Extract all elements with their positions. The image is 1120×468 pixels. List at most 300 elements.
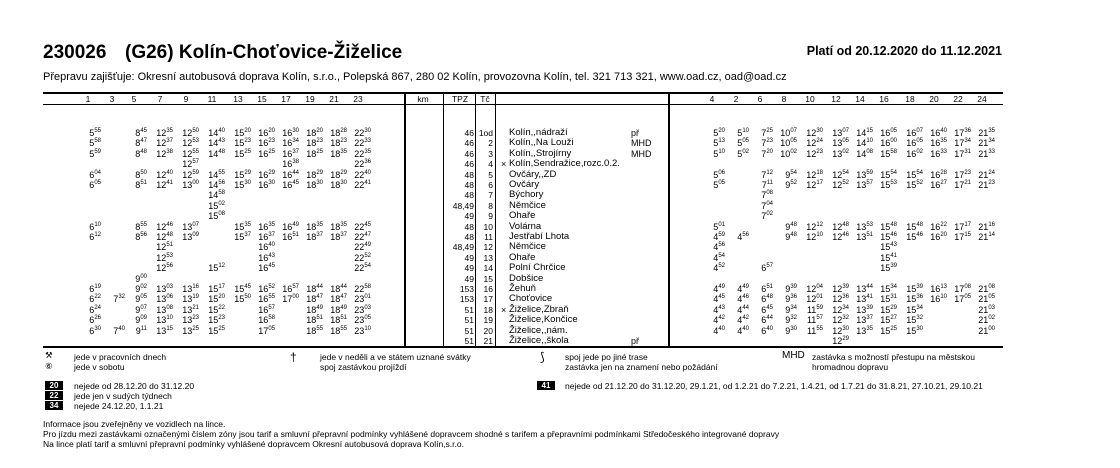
departure-time: $14^{08}$ — [856, 148, 873, 159]
departure-time: $17^{31}$ — [954, 148, 971, 159]
legend-mhd-label: MHD — [782, 350, 805, 361]
departure-time: $18^{35}$ — [330, 148, 347, 159]
departure-time: $16^{23}$ — [258, 138, 275, 149]
departure-time: $21^{02}$ — [978, 315, 995, 326]
tpz-zone: 48,49 — [452, 242, 474, 253]
departure-time: $18^{44}$ — [306, 284, 323, 294]
stop-name-text: Žehuň — [509, 283, 536, 294]
stop-number: 20 — [483, 325, 493, 336]
stop-name-text: Polní Chrčice — [509, 262, 566, 274]
departure-time: $16^{58}$ — [258, 315, 275, 326]
departure-time: $16^{52}$ — [258, 284, 275, 294]
departure-time: $15^{23}$ — [208, 315, 225, 326]
departure-time: $15^{25}$ — [880, 325, 897, 336]
stop-name-text: Kolín,,Strojírny — [509, 147, 572, 159]
departure-time: $21^{08}$ — [978, 284, 995, 294]
departure-time: $23^{03}$ — [354, 304, 371, 315]
departure-time: $15^{34}$ — [906, 304, 923, 315]
departure-time: $12^{39}$ — [832, 284, 849, 294]
departure-time: $13^{21}$ — [182, 304, 199, 315]
departure-time: $13^{06}$ — [156, 294, 173, 305]
departure-time: $15^{48}$ — [880, 221, 897, 232]
stop-number: 3 — [488, 148, 493, 159]
departure-time: $21^{35}$ — [978, 128, 995, 138]
tpz-zone: 48 — [464, 190, 474, 201]
departure-time: $15^{20}$ — [208, 294, 225, 305]
departure-time: $18^{25}$ — [306, 148, 323, 159]
departure-time: $15^{41}$ — [880, 252, 897, 263]
departure-time: $4^{45}$ — [713, 294, 725, 305]
departure-time: $16^{37}$ — [258, 232, 275, 242]
departure-time: $16^{57}$ — [282, 284, 299, 294]
departure-time: $5^{58}$ — [89, 138, 101, 149]
tpz-zone: 51 — [464, 325, 474, 336]
departure-time: $10^{02}$ — [780, 148, 797, 159]
departure-time: $13^{03}$ — [156, 284, 173, 294]
departure-time: $22^{47}$ — [354, 232, 371, 242]
departure-time: $16^{35}$ — [930, 138, 947, 149]
departure-time: $18^{49}$ — [306, 304, 323, 315]
departure-time: $16^{51}$ — [282, 232, 299, 242]
departure-time: $22^{45}$ — [354, 221, 371, 232]
departure-time: $17^{08}$ — [954, 284, 971, 294]
departure-time: $13^{59}$ — [856, 169, 873, 180]
departure-time: $14^{40}$ — [208, 128, 225, 138]
departure-time: $21^{34}$ — [978, 138, 995, 149]
departure-time: $16^{40}$ — [258, 242, 275, 253]
departure-time: $18^{28}$ — [330, 128, 347, 138]
departure-time: $13^{41}$ — [856, 294, 873, 305]
departure-time: $11^{57}$ — [806, 315, 823, 326]
departure-time: $15^{50}$ — [234, 294, 251, 305]
departure-time: $18^{20}$ — [306, 128, 323, 138]
stop-mark: MHD — [631, 148, 652, 159]
tpz-zone: 51 — [464, 304, 474, 315]
departure-time: $16^{22}$ — [930, 221, 947, 232]
stop-name-text: Žiželice,,nám. — [509, 324, 568, 336]
departure-time: $15^{48}$ — [906, 221, 923, 232]
departure-time: $9^{36}$ — [785, 294, 797, 305]
column-number: 16 — [879, 94, 889, 104]
departure-time: $5^{01}$ — [713, 221, 725, 232]
departure-time: $6^{10}$ — [89, 221, 101, 232]
stop-number: 4 — [488, 159, 493, 170]
column-number: 3 — [109, 94, 115, 104]
departure-time: $15^{58}$ — [880, 148, 897, 159]
departure-time: $13^{00}$ — [182, 180, 199, 190]
code-22-badge: 22 — [45, 391, 63, 400]
departure-time: $12^{12}$ — [806, 221, 823, 232]
departure-time: $12^{37}$ — [156, 138, 173, 149]
departure-time: $15^{17}$ — [208, 284, 225, 294]
stop-name-text: Žiželice,,škola — [509, 335, 569, 346]
departure-time: $9^{32}$ — [785, 315, 797, 326]
tpz-zone: 48 — [464, 232, 474, 242]
stop-mark: př — [631, 128, 640, 138]
departure-time: $11^{59}$ — [806, 304, 823, 315]
info-note-2: Pro jízdu mezi zastávkami označenými číslem zóny jsou tarif a smluvní přepravní podmínky vyhlášené dopravcem shodné s tarifem a přepravními podmínkami Středočeského integrované dopravy — [43, 429, 780, 439]
departure-time: $11^{55}$ — [806, 325, 823, 336]
departure-time: $12^{41}$ — [156, 180, 173, 190]
departure-time: $22^{40}$ — [354, 169, 371, 180]
departure-time: $16^{02}$ — [906, 148, 923, 159]
timetable — [43, 92, 1003, 348]
departure-time: $5^{05}$ — [713, 180, 725, 190]
departure-time: $7^{08}$ — [761, 190, 773, 201]
departure-time: $12^{38}$ — [156, 148, 173, 159]
stop-name-text: Dobšice — [509, 272, 544, 284]
departure-time: $6^{45}$ — [761, 304, 773, 315]
departure-time: $4^{54}$ — [713, 252, 725, 263]
stop-number: 19 — [483, 315, 493, 326]
tc-header: Tč — [480, 94, 490, 104]
departure-time: $13^{02}$ — [832, 148, 849, 159]
departure-time: $4^{42}$ — [713, 315, 725, 326]
tpz-zone: 48 — [464, 221, 474, 232]
departure-time: $6^{30}$ — [89, 325, 101, 336]
departure-time: $7^{40}$ — [113, 325, 125, 336]
departure-time: $15^{25}$ — [234, 148, 251, 159]
departure-time: $12^{32}$ — [832, 315, 849, 326]
departure-time: $16^{07}$ — [906, 128, 923, 138]
tpz-zone: 51 — [464, 336, 474, 346]
departure-time: $12^{56}$ — [156, 263, 173, 274]
departure-time: $17^{36}$ — [954, 128, 971, 138]
column-number: 17 — [281, 94, 291, 104]
departure-time: $13^{39}$ — [856, 304, 873, 315]
legend-sunday: jede v neděli a ve státem uznané svátky — [320, 352, 471, 362]
departure-time: $9^{39}$ — [785, 284, 797, 294]
departure-time: $12^{46}$ — [832, 232, 849, 242]
departure-time: $17^{05}$ — [954, 294, 971, 305]
departure-time: $9^{48}$ — [785, 232, 797, 242]
departure-time: $12^{17}$ — [806, 180, 823, 190]
stop-name-text: Ovčáry — [509, 179, 540, 190]
departure-time: $16^{05}$ — [906, 138, 923, 149]
departure-time: $15^{45}$ — [234, 284, 251, 294]
departure-time: $22^{41}$ — [354, 180, 371, 190]
departure-time: $15^{08}$ — [208, 211, 225, 222]
departure-time: $13^{44}$ — [856, 284, 873, 294]
departure-time: $7^{23}$ — [761, 138, 773, 149]
legend-saturday: jede v sobotu — [74, 362, 125, 372]
departure-time: $12^{35}$ — [156, 128, 173, 138]
column-number: 15 — [257, 94, 267, 104]
departure-time: $22^{33}$ — [354, 138, 371, 149]
departure-time: $12^{59}$ — [182, 169, 199, 180]
stop-name — [509, 336, 669, 346]
departure-time: $4^{42}$ — [737, 315, 749, 326]
departure-time: $17^{17}$ — [954, 221, 971, 232]
departure-time: $7^{20}$ — [761, 148, 773, 159]
legend-other-route-icon: ⟆ — [540, 350, 545, 364]
column-number: 8 — [781, 94, 787, 104]
column-number: 19 — [305, 94, 315, 104]
departure-time: $16^{35}$ — [258, 221, 275, 232]
stop-number: 5 — [488, 169, 493, 180]
stop-number: 21 — [483, 336, 493, 346]
departure-time: $16^{44}$ — [282, 169, 299, 180]
departure-time: $6^{48}$ — [761, 294, 773, 305]
departure-time: $6^{24}$ — [89, 304, 101, 315]
departure-time: $18^{55}$ — [330, 325, 347, 336]
departure-time: $12^{29}$ — [832, 336, 849, 346]
departure-time: $6^{44}$ — [761, 315, 773, 326]
departure-time: $22^{30}$ — [354, 128, 371, 138]
departure-time: $9^{54}$ — [785, 169, 797, 180]
departure-time: $16^{29}$ — [258, 169, 275, 180]
stop-number: 8 — [488, 200, 493, 211]
departure-time: $16^{37}$ — [282, 148, 299, 159]
departure-time: $9^{02}$ — [135, 284, 147, 294]
departure-time: $16^{28}$ — [930, 169, 947, 180]
stop-number: 15 — [483, 273, 493, 284]
tpz-zone: 49 — [464, 273, 474, 284]
departure-time: $22^{35}$ — [354, 148, 371, 159]
legend-mhd: zastávka s možností přestupu na městskou hromadnou dopravu — [812, 352, 975, 372]
column-number: 9 — [183, 94, 189, 104]
departure-time: $18^{51}$ — [306, 315, 323, 326]
stop-number: 7 — [488, 190, 493, 201]
legend-workdays: jede v pracovních dnech — [74, 352, 167, 362]
column-number: 18 — [905, 94, 915, 104]
note-41: nejede od 21.12.20 do 31.12.20, 29.1.21, od 1.2.21 do 7.2.21, 1.4.21, od 1.7.21 do 31.8.21, 27.10.21, 29.10.21 — [565, 381, 983, 391]
departure-time: $13^{08}$ — [156, 304, 173, 315]
tpz-zone: 153 — [459, 294, 474, 305]
tpz-zone: 46 — [464, 148, 474, 159]
departure-time: $13^{05}$ — [832, 138, 849, 149]
departure-time: $15^{37}$ — [234, 232, 251, 242]
departure-time: $9^{09}$ — [135, 315, 147, 326]
departure-time: $16^{43}$ — [258, 252, 275, 263]
departure-time: $8^{55}$ — [135, 221, 147, 232]
departure-time: $15^{46}$ — [880, 232, 897, 242]
departure-time: $12^{30}$ — [806, 128, 823, 138]
departure-time: $6^{04}$ — [89, 169, 101, 180]
departure-time: $15^{31}$ — [880, 294, 897, 305]
departure-time: $21^{24}$ — [978, 169, 995, 180]
departure-time: $12^{04}$ — [806, 284, 823, 294]
departure-time: $15^{54}$ — [906, 169, 923, 180]
stop-number: 9 — [488, 211, 493, 222]
departure-time: $5^{06}$ — [713, 169, 725, 180]
departure-time: $9^{05}$ — [135, 294, 147, 305]
departure-time: $12^{53}$ — [182, 138, 199, 149]
stop-name-text: Ovčáry,,ZD — [509, 168, 557, 180]
departure-time: $21^{00}$ — [978, 325, 995, 336]
legend-other-route: spoj jede po jiné trase — [565, 352, 648, 362]
column-number: 20 — [929, 94, 939, 104]
departure-time: $16^{30}$ — [282, 128, 299, 138]
departure-time: $13^{07}$ — [832, 128, 849, 138]
departure-time: $12^{46}$ — [156, 221, 173, 232]
departure-time: $4^{43}$ — [713, 304, 725, 315]
departure-time: $16^{20}$ — [930, 232, 947, 242]
departure-time: $12^{23}$ — [806, 148, 823, 159]
stop-name-text: Ohaře — [509, 251, 536, 263]
departure-time: $18^{23}$ — [330, 138, 347, 149]
departure-time: $6^{51}$ — [761, 284, 773, 294]
departure-time: $12^{53}$ — [156, 252, 173, 263]
stop-name-text: Kolín,Sendražice,rozc.0.2. — [509, 158, 620, 170]
departure-time: $7^{11}$ — [761, 180, 773, 190]
departure-time: $8^{56}$ — [135, 232, 147, 242]
departure-time: $18^{47}$ — [330, 294, 347, 305]
departure-time: $14^{48}$ — [208, 148, 225, 159]
departure-time: $15^{29}$ — [234, 169, 251, 180]
departure-time: $18^{30}$ — [306, 180, 323, 190]
departure-time: $13^{35}$ — [856, 325, 873, 336]
stop-number: 17 — [483, 294, 493, 305]
departure-time: $18^{30}$ — [330, 180, 347, 190]
departure-time: $7^{12}$ — [761, 169, 773, 180]
departure-time: $16^{33}$ — [930, 148, 947, 159]
stop-number: 12 — [483, 242, 493, 253]
departure-time: $18^{23}$ — [306, 138, 323, 149]
departure-time: $16^{00}$ — [880, 138, 897, 149]
code-34-badge: 34 — [45, 401, 63, 410]
departure-time: $12^{10}$ — [806, 232, 823, 242]
departure-time: $13^{10}$ — [156, 315, 173, 326]
departure-time: $16^{30}$ — [258, 180, 275, 190]
departure-time: $21^{33}$ — [978, 148, 995, 159]
stop-number: 1od — [478, 128, 493, 138]
departure-time: $10^{05}$ — [780, 138, 797, 149]
tpz-zone: 48 — [464, 169, 474, 180]
tpz-zone: 49 — [464, 211, 474, 222]
departure-time: $12^{54}$ — [832, 169, 849, 180]
departure-time: $16^{25}$ — [258, 148, 275, 159]
departure-time: $18^{44}$ — [330, 284, 347, 294]
departure-time: $23^{01}$ — [354, 294, 371, 305]
departure-time: $21^{23}$ — [978, 180, 995, 190]
departure-time: $15^{02}$ — [208, 200, 225, 211]
departure-time: $6^{26}$ — [89, 315, 101, 326]
stop-name-text: Jestřabí Lhota — [509, 231, 570, 242]
column-number: 4 — [709, 94, 715, 104]
departure-time: $4^{59}$ — [713, 232, 725, 242]
legend-sunday-icon: † — [290, 350, 297, 364]
departure-time: $15^{52}$ — [906, 180, 923, 190]
departure-time: $6^{05}$ — [89, 180, 101, 190]
departure-time: $13^{23}$ — [182, 315, 199, 326]
column-number: 7 — [157, 94, 163, 104]
departure-time: $12^{52}$ — [832, 180, 849, 190]
departure-time: $15^{30}$ — [906, 325, 923, 336]
departure-time: $7^{04}$ — [761, 200, 773, 211]
departure-time: $9^{34}$ — [785, 304, 797, 315]
departure-time: $12^{40}$ — [156, 169, 173, 180]
tpz-zone: 46 — [464, 128, 474, 138]
departure-time: $16^{40}$ — [930, 128, 947, 138]
departure-time: $12^{34}$ — [832, 304, 849, 315]
departure-time: $9^{30}$ — [785, 325, 797, 336]
stop-number: 18 — [483, 304, 493, 315]
stop-name-text: Choťovice — [509, 293, 553, 305]
column-number: 12 — [831, 94, 841, 104]
departure-time: $5^{10}$ — [737, 128, 749, 138]
stop-name-text: Volárna — [509, 220, 542, 232]
tpz-zone: 49 — [464, 252, 474, 263]
stop-name-text: Kolín,,Na Louži — [509, 137, 574, 149]
tpz-zone: 48 — [464, 180, 474, 190]
column-number: 21 — [329, 94, 339, 104]
departure-time: $23^{10}$ — [354, 325, 371, 336]
departure-time: $14^{15}$ — [856, 128, 873, 138]
column-number: 24 — [977, 94, 987, 104]
departure-time: $18^{51}$ — [330, 315, 347, 326]
departure-time: $22^{58}$ — [354, 284, 371, 294]
tpz-header: TPZ — [451, 94, 469, 104]
departure-time: $15^{25}$ — [208, 325, 225, 336]
departure-time: $22^{52}$ — [354, 252, 371, 263]
column-number: 1 — [85, 94, 91, 104]
line-title: (G26) Kolín-Choťovice-Žiželice — [125, 42, 403, 63]
column-number: 14 — [855, 94, 865, 104]
departure-time: $16^{13}$ — [930, 284, 947, 294]
departure-time: $15^{36}$ — [906, 294, 923, 305]
departure-time: $4^{49}$ — [713, 284, 725, 294]
legend-saturday-icon: ⑥ — [45, 361, 53, 371]
departure-time: $12^{50}$ — [182, 128, 199, 138]
departure-time: $18^{55}$ — [306, 325, 323, 336]
departure-time: $10^{07}$ — [780, 128, 797, 138]
column-number: 22 — [953, 94, 963, 104]
departure-time: $13^{37}$ — [856, 315, 873, 326]
legend-sunday-pass: spoj zastávkou projíždí — [320, 362, 407, 372]
departure-time: $15^{39}$ — [906, 284, 923, 294]
departure-time: $13^{09}$ — [182, 232, 199, 242]
stop-name-text: Žiželice,Zbraň — [509, 303, 569, 315]
departure-time: $5^{10}$ — [713, 148, 725, 159]
stop-number: 10 — [483, 221, 493, 232]
note-20: nejede od 28.12.20 do 31.12.20 — [74, 381, 195, 391]
departure-time: $12^{36}$ — [832, 294, 849, 305]
departure-time: $13^{15}$ — [156, 325, 173, 336]
stop-mark: MHD — [631, 138, 652, 149]
departure-time: $12^{01}$ — [806, 294, 823, 305]
departure-time: $4^{56}$ — [713, 242, 725, 253]
departure-time: $7^{25}$ — [761, 128, 773, 138]
departure-time: $18^{29}$ — [330, 169, 347, 180]
departure-time: $17^{00}$ — [282, 294, 299, 305]
departure-time: $18^{47}$ — [306, 294, 323, 305]
stop-number: 14 — [483, 263, 493, 274]
departure-time: $13^{57}$ — [856, 180, 873, 190]
legend-workdays-icon: ⚒ — [45, 350, 53, 360]
departure-time: $15^{54}$ — [880, 169, 897, 180]
stop-number: 2 — [488, 138, 493, 149]
column-number: 2 — [733, 94, 739, 104]
departure-time: $21^{03}$ — [978, 304, 995, 315]
stop-name-text: Žiželice,Končice — [509, 314, 578, 326]
departure-time: $7^{32}$ — [113, 294, 125, 305]
departure-time: $15^{46}$ — [906, 232, 923, 242]
line-number: 230026 — [43, 42, 107, 63]
departure-time: $12^{57}$ — [182, 159, 199, 170]
departure-time: $4^{44}$ — [737, 304, 749, 315]
departure-time: $14^{58}$ — [208, 190, 225, 201]
departure-time: $6^{40}$ — [761, 325, 773, 336]
note-34: nejede 24.12.20, 1.1.21 — [74, 401, 164, 411]
departure-time: $6^{19}$ — [89, 284, 101, 294]
departure-time: $13^{19}$ — [182, 294, 199, 305]
departure-time: $14^{55}$ — [208, 169, 225, 180]
departure-time: $21^{16}$ — [978, 221, 995, 232]
operator-info: Přepravu zajišťuje: Okresní autobusová doprava Kolín, s.r.o., Polepská 867, 280 02 Kolín, provozovna Kolín, tel. 321 713 321, www.oad.cz, oad@oad.cz — [43, 71, 787, 83]
departure-time: $17^{21}$ — [954, 180, 971, 190]
departure-time: $15^{32}$ — [906, 315, 923, 326]
